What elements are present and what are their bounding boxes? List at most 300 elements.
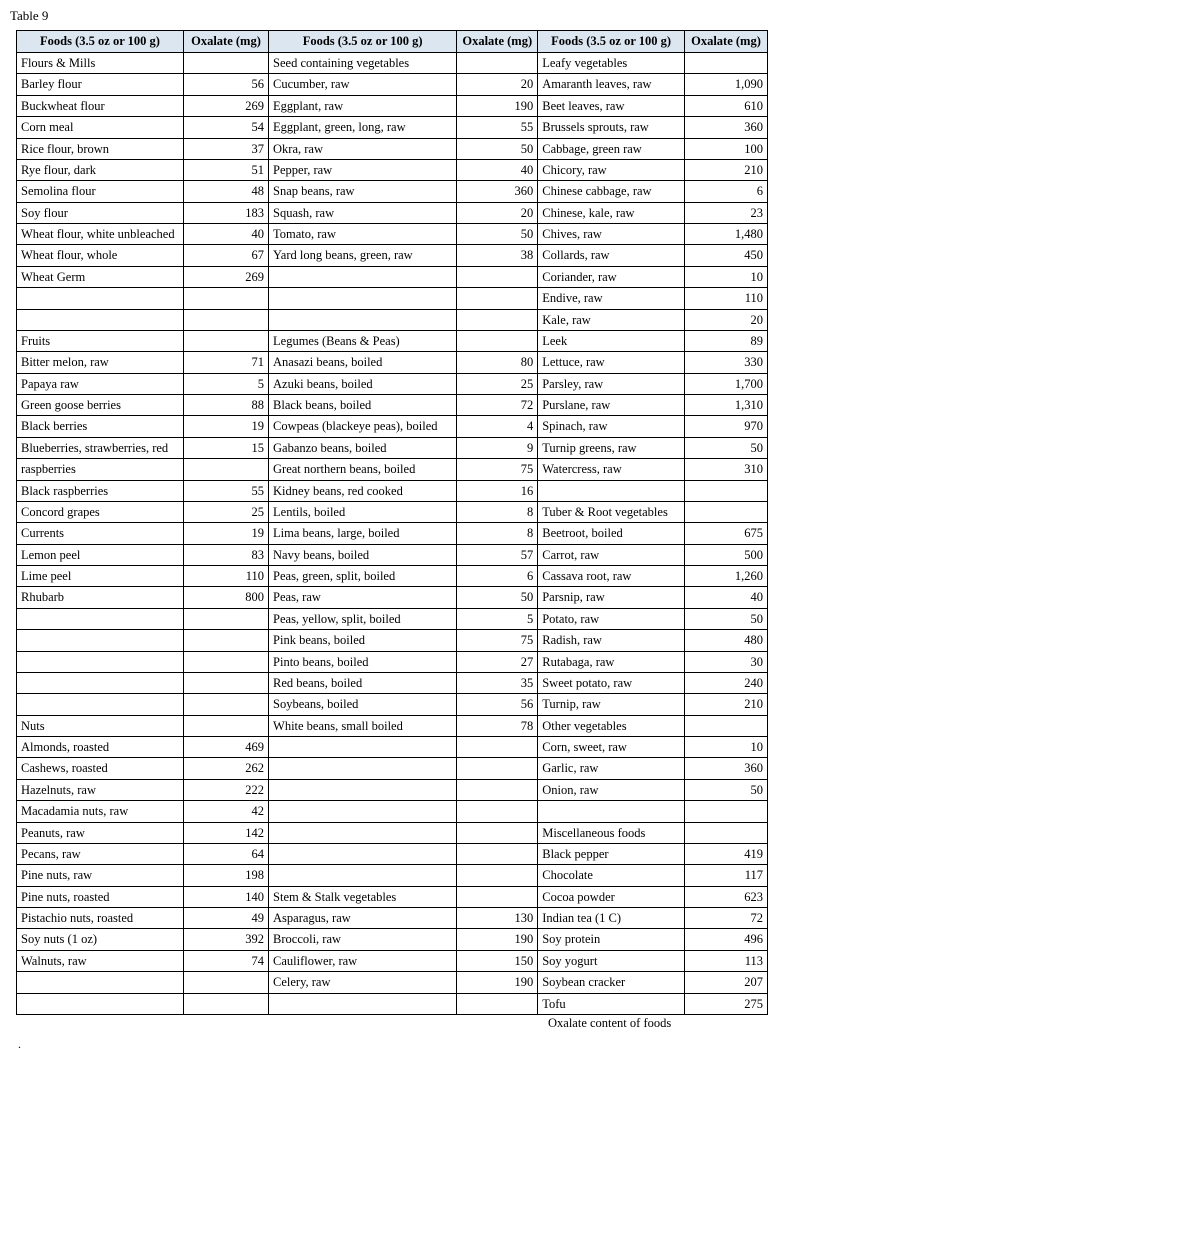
table-row (17, 566, 768, 587)
cell-food: Carrot, raw (538, 544, 685, 565)
cell-oxalate (184, 672, 269, 693)
cell-oxalate: 330 (684, 352, 767, 373)
cell-oxalate: 269 (184, 266, 269, 287)
cell-food: Rutabaga, raw (538, 651, 685, 672)
cell-food: Okra, raw (269, 138, 457, 159)
cell-oxalate: 16 (457, 480, 538, 501)
cell-oxalate: 55 (457, 117, 538, 138)
cell-food: Potato, raw (538, 608, 685, 629)
cell-food: Collards, raw (538, 245, 685, 266)
cell-oxalate: 275 (684, 993, 767, 1014)
cell-oxalate: 970 (684, 416, 767, 437)
cell-food: Spinach, raw (538, 416, 685, 437)
cell-food: Tofu (538, 993, 685, 1014)
cell-food: Lettuce, raw (538, 352, 685, 373)
cell-food: Papaya raw (17, 373, 184, 394)
cell-oxalate: 67 (184, 245, 269, 266)
cell-food: Blueberries, strawberries, red (17, 437, 184, 458)
cell-oxalate: 23 (684, 202, 767, 223)
cell-food: Concord grapes (17, 501, 184, 522)
cell-oxalate: 269 (184, 95, 269, 116)
column-header-food-3: Foods (3.5 oz or 100 g) (538, 31, 685, 53)
cell-food: Gabanzo beans, boiled (269, 437, 457, 458)
cell-oxalate: 25 (184, 501, 269, 522)
cell-food (17, 993, 184, 1014)
cell-oxalate: 222 (184, 779, 269, 800)
cell-oxalate: 623 (684, 886, 767, 907)
cell-food: Peas, green, split, boiled (269, 566, 457, 587)
cell-food: Cucumber, raw (269, 74, 457, 95)
cell-food (269, 309, 457, 330)
cell-oxalate: 64 (184, 843, 269, 864)
cell-food: Macadamia nuts, raw (17, 801, 184, 822)
table-row (17, 843, 768, 864)
cell-oxalate: 183 (184, 202, 269, 223)
cell-food: Corn, sweet, raw (538, 737, 685, 758)
cell-food (17, 672, 184, 693)
cell-oxalate (457, 993, 538, 1014)
cell-food: Parsley, raw (538, 373, 685, 394)
cell-oxalate: 392 (184, 929, 269, 950)
cell-food (269, 288, 457, 309)
cell-oxalate (457, 309, 538, 330)
cell-food: Cocoa powder (538, 886, 685, 907)
cell-food: Legumes (Beans & Peas) (269, 330, 457, 351)
table-footnote: Oxalate content of foods (548, 1015, 672, 1030)
cell-food: Pink beans, boiled (269, 630, 457, 651)
cell-food: Black beans, boiled (269, 395, 457, 416)
cell-food: White beans, small boiled (269, 715, 457, 736)
cell-oxalate: 75 (457, 459, 538, 480)
cell-food (269, 779, 457, 800)
cell-oxalate: 40 (457, 159, 538, 180)
cell-food: Semolina flour (17, 181, 184, 202)
cell-oxalate: 25 (457, 373, 538, 394)
cell-food: Rice flour, brown (17, 138, 184, 159)
cell-oxalate: 262 (184, 758, 269, 779)
cell-oxalate: 240 (684, 672, 767, 693)
cell-food (269, 737, 457, 758)
cell-food: Rye flour, dark (17, 159, 184, 180)
cell-food: Lentils, boiled (269, 501, 457, 522)
cell-oxalate: 419 (684, 843, 767, 864)
cell-oxalate: 75 (457, 630, 538, 651)
cell-oxalate: 55 (184, 480, 269, 501)
cell-oxalate: 5 (457, 608, 538, 629)
cell-food (17, 608, 184, 629)
cell-food: Miscellaneous foods (538, 822, 685, 843)
cell-oxalate: 71 (184, 352, 269, 373)
column-header-oxalate-1: Oxalate (mg) (184, 31, 269, 53)
cell-food: Soybeans, boiled (269, 694, 457, 715)
cell-oxalate (457, 801, 538, 822)
cell-food: Currents (17, 523, 184, 544)
cell-food: Cashews, roasted (17, 758, 184, 779)
table-row (17, 181, 768, 202)
cell-food: Broccoli, raw (269, 929, 457, 950)
trailing-mark: . (18, 1036, 21, 1051)
cell-food: Pistachio nuts, roasted (17, 908, 184, 929)
cell-food: Lemon peel (17, 544, 184, 565)
table-row (17, 501, 768, 522)
table-header-row (17, 31, 768, 53)
table-row (17, 972, 768, 993)
cell-food (269, 865, 457, 886)
table-row (17, 523, 768, 544)
table-row (17, 138, 768, 159)
cell-oxalate: 49 (184, 908, 269, 929)
cell-food: Turnip greens, raw (538, 437, 685, 458)
cell-food: Lime peel (17, 566, 184, 587)
cell-oxalate: 54 (184, 117, 269, 138)
cell-oxalate (457, 843, 538, 864)
cell-oxalate: 50 (457, 224, 538, 245)
cell-food: Asparagus, raw (269, 908, 457, 929)
column-header-oxalate-3: Oxalate (mg) (684, 31, 767, 53)
cell-food (17, 309, 184, 330)
table-caption: Table 9 (10, 8, 49, 23)
table-row (17, 779, 768, 800)
table-row (17, 117, 768, 138)
cell-oxalate: 83 (184, 544, 269, 565)
cell-oxalate: 19 (184, 523, 269, 544)
cell-food: Leek (538, 330, 685, 351)
cell-oxalate: 110 (184, 566, 269, 587)
cell-oxalate: 198 (184, 865, 269, 886)
cell-oxalate: 117 (684, 865, 767, 886)
table-row (17, 929, 768, 950)
cell-oxalate: 48 (184, 181, 269, 202)
table-row (17, 672, 768, 693)
cell-food: Black berries (17, 416, 184, 437)
cell-food: Cabbage, green raw (538, 138, 685, 159)
cell-food: Chicory, raw (538, 159, 685, 180)
cell-oxalate (457, 758, 538, 779)
cell-food: Black pepper (538, 843, 685, 864)
cell-oxalate: 469 (184, 737, 269, 758)
cell-oxalate: 9 (457, 437, 538, 458)
cell-food: Chives, raw (538, 224, 685, 245)
cell-oxalate: 190 (457, 929, 538, 950)
cell-oxalate: 110 (684, 288, 767, 309)
cell-food (269, 822, 457, 843)
cell-food (17, 651, 184, 672)
cell-food: Sweet potato, raw (538, 672, 685, 693)
cell-food: Buckwheat flour (17, 95, 184, 116)
cell-food: Purslane, raw (538, 395, 685, 416)
cell-oxalate: 6 (457, 566, 538, 587)
cell-food (17, 288, 184, 309)
table-row (17, 694, 768, 715)
cell-oxalate: 1,480 (684, 224, 767, 245)
table-row (17, 74, 768, 95)
table-row (17, 309, 768, 330)
cell-oxalate: 140 (184, 886, 269, 907)
cell-food: Endive, raw (538, 288, 685, 309)
cell-oxalate: 50 (457, 138, 538, 159)
cell-oxalate: 190 (457, 972, 538, 993)
cell-food: Azuki beans, boiled (269, 373, 457, 394)
oxalate-content-table (16, 30, 768, 1015)
cell-food: Indian tea (1 C) (538, 908, 685, 929)
cell-oxalate: 78 (457, 715, 538, 736)
cell-food: Onion, raw (538, 779, 685, 800)
cell-oxalate (684, 801, 767, 822)
cell-oxalate: 310 (684, 459, 767, 480)
cell-oxalate: 113 (684, 950, 767, 971)
cell-oxalate (457, 865, 538, 886)
cell-oxalate: 207 (684, 972, 767, 993)
cell-food: Chinese cabbage, raw (538, 181, 685, 202)
table-row (17, 245, 768, 266)
cell-oxalate: 360 (457, 181, 538, 202)
cell-oxalate: 20 (457, 74, 538, 95)
cell-oxalate: 56 (457, 694, 538, 715)
table-row (17, 53, 768, 74)
cell-oxalate: 675 (684, 523, 767, 544)
cell-oxalate: 72 (457, 395, 538, 416)
table-row (17, 630, 768, 651)
cell-oxalate: 190 (457, 95, 538, 116)
table-row (17, 437, 768, 458)
table-row (17, 715, 768, 736)
cell-oxalate: 15 (184, 437, 269, 458)
cell-food: Amaranth leaves, raw (538, 74, 685, 95)
cell-oxalate: 10 (684, 737, 767, 758)
cell-food (17, 630, 184, 651)
cell-oxalate: 80 (457, 352, 538, 373)
cell-oxalate: 40 (684, 587, 767, 608)
cell-oxalate: 72 (684, 908, 767, 929)
table-row (17, 352, 768, 373)
cell-food: Pine nuts, raw (17, 865, 184, 886)
cell-oxalate: 450 (684, 245, 767, 266)
table-header (17, 31, 768, 53)
table-row (17, 908, 768, 929)
cell-oxalate: 88 (184, 395, 269, 416)
cell-oxalate (684, 822, 767, 843)
cell-food: Pinto beans, boiled (269, 651, 457, 672)
cell-oxalate (457, 53, 538, 74)
cell-oxalate: 1,310 (684, 395, 767, 416)
cell-oxalate: 130 (457, 908, 538, 929)
cell-food: Peanuts, raw (17, 822, 184, 843)
cell-food: Peas, raw (269, 587, 457, 608)
cell-food (269, 993, 457, 1014)
table-row (17, 395, 768, 416)
cell-food: Wheat flour, whole (17, 245, 184, 266)
cell-food (538, 801, 685, 822)
cell-oxalate (184, 993, 269, 1014)
cell-food: Bitter melon, raw (17, 352, 184, 373)
cell-oxalate: 10 (684, 266, 767, 287)
cell-food: Almonds, roasted (17, 737, 184, 758)
table-row (17, 801, 768, 822)
table-row (17, 544, 768, 565)
cell-oxalate: 480 (684, 630, 767, 651)
table-row (17, 587, 768, 608)
cell-oxalate: 50 (684, 608, 767, 629)
cell-food: Celery, raw (269, 972, 457, 993)
cell-oxalate: 610 (684, 95, 767, 116)
cell-oxalate (184, 608, 269, 629)
cell-food (17, 972, 184, 993)
cell-food: Tuber & Root vegetables (538, 501, 685, 522)
cell-oxalate: 40 (184, 224, 269, 245)
cell-food (269, 801, 457, 822)
table-row (17, 266, 768, 287)
cell-food: Eggplant, green, long, raw (269, 117, 457, 138)
cell-food: Yard long beans, green, raw (269, 245, 457, 266)
cell-food (269, 758, 457, 779)
cell-oxalate: 57 (457, 544, 538, 565)
cell-oxalate: 74 (184, 950, 269, 971)
cell-oxalate (684, 715, 767, 736)
table-row (17, 758, 768, 779)
cell-oxalate: 56 (184, 74, 269, 95)
cell-oxalate (184, 53, 269, 74)
cell-oxalate: 360 (684, 758, 767, 779)
cell-food: Wheat Germ (17, 266, 184, 287)
table-row (17, 950, 768, 971)
cell-food: Lima beans, large, boiled (269, 523, 457, 544)
cell-food: Tomato, raw (269, 224, 457, 245)
table-row (17, 224, 768, 245)
table-row (17, 608, 768, 629)
cell-food: Soy nuts (1 oz) (17, 929, 184, 950)
cell-oxalate: 20 (457, 202, 538, 223)
cell-food: Fruits (17, 330, 184, 351)
cell-oxalate: 6 (684, 181, 767, 202)
cell-food: Garlic, raw (538, 758, 685, 779)
cell-food: Red beans, boiled (269, 672, 457, 693)
cell-oxalate (184, 288, 269, 309)
table-row (17, 737, 768, 758)
cell-oxalate: 89 (684, 330, 767, 351)
cell-oxalate (184, 309, 269, 330)
table-row (17, 416, 768, 437)
cell-oxalate: 27 (457, 651, 538, 672)
cell-food: Anasazi beans, boiled (269, 352, 457, 373)
table-row (17, 459, 768, 480)
cell-oxalate (184, 694, 269, 715)
cell-oxalate: 142 (184, 822, 269, 843)
cell-oxalate (457, 288, 538, 309)
cell-oxalate: 50 (684, 779, 767, 800)
table-row (17, 865, 768, 886)
cell-food: Cauliflower, raw (269, 950, 457, 971)
cell-oxalate: 19 (184, 416, 269, 437)
cell-food: Barley flour (17, 74, 184, 95)
cell-food: Brussels sprouts, raw (538, 117, 685, 138)
cell-food: Great northern beans, boiled (269, 459, 457, 480)
cell-food: Leafy vegetables (538, 53, 685, 74)
cell-food: Parsnip, raw (538, 587, 685, 608)
cell-oxalate: 20 (684, 309, 767, 330)
cell-food (269, 843, 457, 864)
cell-oxalate: 210 (684, 159, 767, 180)
cell-food: Hazelnuts, raw (17, 779, 184, 800)
cell-food: Coriander, raw (538, 266, 685, 287)
column-header-food-2: Foods (3.5 oz or 100 g) (269, 31, 457, 53)
cell-oxalate: 51 (184, 159, 269, 180)
table-row (17, 288, 768, 309)
table-row (17, 95, 768, 116)
cell-food: Soybean cracker (538, 972, 685, 993)
cell-food: Pine nuts, roasted (17, 886, 184, 907)
table-row (17, 822, 768, 843)
cell-food: Pecans, raw (17, 843, 184, 864)
cell-oxalate: 4 (457, 416, 538, 437)
cell-oxalate: 50 (684, 437, 767, 458)
cell-oxalate (457, 266, 538, 287)
cell-food: Snap beans, raw (269, 181, 457, 202)
cell-oxalate: 360 (684, 117, 767, 138)
table-row (17, 159, 768, 180)
cell-food: Navy beans, boiled (269, 544, 457, 565)
cell-oxalate: 210 (684, 694, 767, 715)
table-row (17, 886, 768, 907)
cell-food: Soy flour (17, 202, 184, 223)
cell-food: Radish, raw (538, 630, 685, 651)
cell-food: Kidney beans, red cooked (269, 480, 457, 501)
cell-oxalate (457, 330, 538, 351)
cell-oxalate: 50 (457, 587, 538, 608)
cell-food: Wheat flour, white unbleached (17, 224, 184, 245)
cell-food: Rhubarb (17, 587, 184, 608)
cell-oxalate (457, 737, 538, 758)
cell-oxalate (457, 886, 538, 907)
table-row (17, 373, 768, 394)
cell-food: Flours & Mills (17, 53, 184, 74)
cell-food (17, 694, 184, 715)
table-row (17, 480, 768, 501)
table-row (17, 330, 768, 351)
cell-food: Kale, raw (538, 309, 685, 330)
cell-food (538, 480, 685, 501)
cell-food: Stem & Stalk vegetables (269, 886, 457, 907)
cell-food: Nuts (17, 715, 184, 736)
cell-food: Eggplant, raw (269, 95, 457, 116)
cell-food: Turnip, raw (538, 694, 685, 715)
cell-oxalate (184, 630, 269, 651)
cell-food: Chocolate (538, 865, 685, 886)
cell-oxalate: 37 (184, 138, 269, 159)
cell-food: Soy yogurt (538, 950, 685, 971)
cell-food: Soy protein (538, 929, 685, 950)
cell-oxalate (684, 501, 767, 522)
column-header-oxalate-2: Oxalate (mg) (457, 31, 538, 53)
cell-oxalate: 100 (684, 138, 767, 159)
cell-food: Watercress, raw (538, 459, 685, 480)
cell-food: raspberries (17, 459, 184, 480)
cell-oxalate: 5 (184, 373, 269, 394)
cell-food: Peas, yellow, split, boiled (269, 608, 457, 629)
cell-oxalate (684, 53, 767, 74)
cell-oxalate (184, 972, 269, 993)
cell-oxalate: 1,090 (684, 74, 767, 95)
cell-oxalate: 800 (184, 587, 269, 608)
cell-oxalate (457, 779, 538, 800)
cell-oxalate (184, 715, 269, 736)
cell-food: Seed containing vegetables (269, 53, 457, 74)
cell-food: Chinese, kale, raw (538, 202, 685, 223)
cell-oxalate: 1,260 (684, 566, 767, 587)
table-row (17, 651, 768, 672)
cell-food: Cowpeas (blackeye peas), boiled (269, 416, 457, 437)
cell-oxalate: 8 (457, 501, 538, 522)
table-row (17, 202, 768, 223)
